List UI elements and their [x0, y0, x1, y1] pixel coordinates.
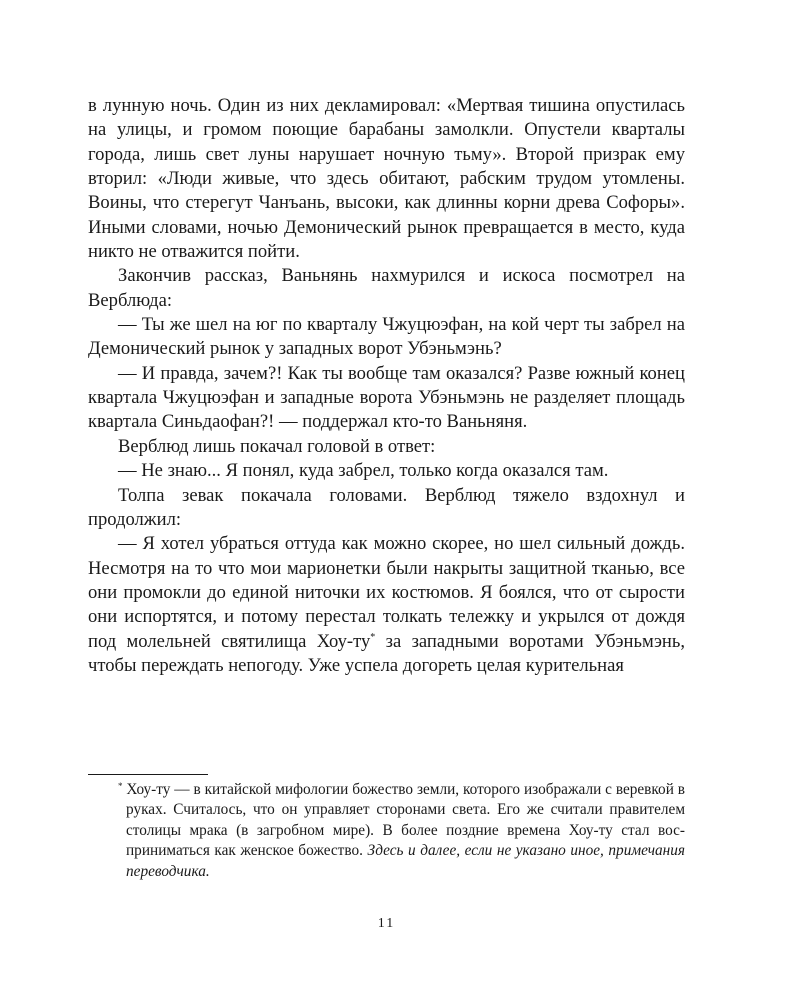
footnote: [118, 780, 685, 882]
footnote-translator-note: Здесь и далее, если не указано иное, примечания переводчика.: [126, 842, 685, 880]
paragraph-8-end: за западными воротами Убэньмэнь, чтобы переждать непогоду. Уже успела догореть целая курительная: [88, 630, 686, 676]
footnote-paragraph: [118, 780, 685, 882]
paragraph-5: Верблюд лишь покачал головой в ответ:: [118, 435, 436, 457]
paragraph-1: в лунную ночь. Один из них декламировал: «Мертвая тишина опустилась на улицы, и громом поющие барабаны замолкли. Опустели кварталы города, лишь свет луны нарушает ночную тьму». Второй призрак ему вторил: «Люди живые, что здесь обитают, рабским трудом утомлены. Воины, что стерегут Чанъань, высоки, как длинны корни древа Софоры». Иными словами, ночью Демонический рынок превращается в место, куда никто не отважится пойти.: [88, 95, 685, 263]
paragraph-4: — И правда, зачем?! Как ты вообще там оказался? Разве южный конец квартала Чжуцюэфан и западные ворота Убэньмэнь не разделяет площадь квартала Синьдаофан?! — поддержал кто-то Ваньняня.: [88, 362, 685, 433]
footnote-reference: *: [370, 631, 376, 643]
paragraph-7: Толпа зевак покачала головами. Верблюд тяжело вздохнул и продолжил:: [88, 484, 685, 530]
footnote-text: Хоу-ту — в китайской мифологии божество земли, которого изображали с веревкой в руках. Считалось, что он управляет сторонами света. Его же считали правителем столицы мрака (в загробном мире). В более поздние времена Хоу-ту стал восприниматься как женское божество.: [122, 781, 685, 860]
paragraph-2: Закончив рассказ, Ваньнянь нахмурился и искоса посмотрел на Верблюда:: [88, 265, 685, 311]
paragraph-8: [88, 532, 685, 678]
footnote-divider: [88, 774, 208, 775]
footnote-marker: *: [118, 781, 123, 791]
paragraph-8-start: — Я хотел убраться оттуда как можно скорее, но шел сильный дождь. Несмотря на то что мои марионетки были накрыты защитной тканью, все они промокли до единой ниточки их костюмов. Я боялся, что от сырости они испортятся, и потому перестал толкать тележку и укрылся от дождя под молельней святилища Хоу-ту: [88, 533, 685, 652]
page-number: 11: [377, 916, 396, 931]
paragraph-6: — Не знаю... Я понял, куда забрел, только когда оказался там.: [118, 460, 609, 482]
paragraph-3: — Ты же шел на юг по кварталу Чжуцюэфан, на кой черт ты забрел на Демонический рынок у западных ворот Убэньмэнь?: [88, 314, 685, 360]
main-text: [88, 94, 685, 678]
